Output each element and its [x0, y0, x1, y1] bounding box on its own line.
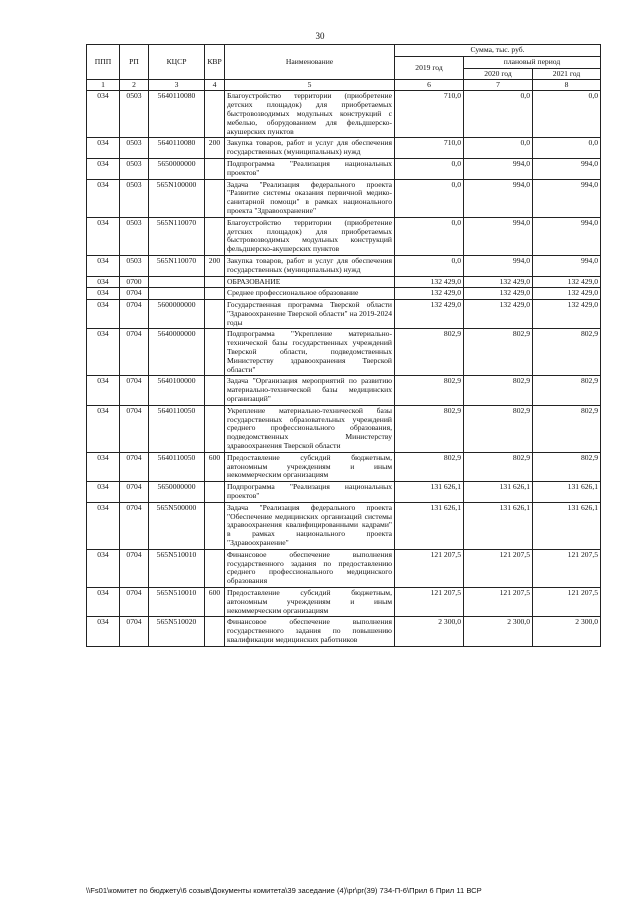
- cell-kcsr: 5650000000: [149, 158, 205, 179]
- header-2021: 2021 год: [533, 68, 601, 80]
- cell-ppp: 034: [87, 588, 120, 617]
- cell-kvr: [205, 300, 225, 329]
- cell-kvr: [205, 158, 225, 179]
- cell-ppp: 034: [87, 452, 120, 481]
- table-row: [87, 255, 601, 276]
- table-row: [87, 300, 601, 329]
- cell-amount-2020: 121 207,5: [464, 549, 533, 587]
- cell-kcsr: 5640110050: [149, 405, 205, 452]
- cell-kcsr: 565N110070: [149, 217, 205, 255]
- cell-kvr: 200: [205, 138, 225, 159]
- cell-kcsr: 5640000000: [149, 329, 205, 376]
- cell-name: Закупка товаров, работ и услуг для обеспечения государственных (муниципальных) нужд: [225, 138, 395, 159]
- cell-ppp: 034: [87, 300, 120, 329]
- column-index-cell: 4: [205, 80, 225, 91]
- cell-ppp: 034: [87, 91, 120, 138]
- cell-amount-2021: 131 626,1: [533, 502, 601, 549]
- cell-amount-2021: 0,0: [533, 138, 601, 159]
- table-row: [87, 179, 601, 217]
- cell-amount-2021: 802,9: [533, 329, 601, 376]
- cell-kvr: [205, 502, 225, 549]
- cell-amount-2019: 131 626,1: [395, 502, 464, 549]
- cell-amount-2020: 802,9: [464, 329, 533, 376]
- cell-ppp: 034: [87, 405, 120, 452]
- cell-amount-2021: 994,0: [533, 158, 601, 179]
- cell-amount-2021: 2 300,0: [533, 617, 601, 646]
- cell-ppp: 034: [87, 549, 120, 587]
- column-index-cell: 3: [149, 80, 205, 91]
- table-row: [87, 588, 601, 617]
- cell-ppp: 034: [87, 329, 120, 376]
- column-index-cell: 6: [395, 80, 464, 91]
- cell-name: Закупка товаров, работ и услуг для обеспечения государственных (муниципальных) нужд: [225, 255, 395, 276]
- cell-name: Государственная программа Тверской области "Здравоохранение Тверской области" на 2019-2024 годы: [225, 300, 395, 329]
- cell-name: Подпрограмма "Реализация национальных проектов": [225, 482, 395, 503]
- cell-amount-2021: 132 429,0: [533, 300, 601, 329]
- header-2019: 2019 год: [395, 56, 464, 80]
- cell-rp: 0503: [120, 91, 149, 138]
- cell-ppp: 034: [87, 276, 120, 288]
- cell-amount-2020: 132 429,0: [464, 300, 533, 329]
- cell-amount-2020: 994,0: [464, 217, 533, 255]
- cell-kcsr: 5640110050: [149, 452, 205, 481]
- cell-ppp: 034: [87, 138, 120, 159]
- cell-name: Благоустройство территории (приобретение детских площадок) для приобретаемых быстровозводимых модульных конструкций фельдшерско-акушерских пунктов: [225, 217, 395, 255]
- header-kvr: КВР: [205, 45, 225, 80]
- cell-ppp: 034: [87, 376, 120, 405]
- cell-rp: 0704: [120, 452, 149, 481]
- header-name: Наименование: [225, 45, 395, 80]
- cell-ppp: 034: [87, 158, 120, 179]
- cell-amount-2019: 0,0: [395, 179, 464, 217]
- cell-rp: 0503: [120, 255, 149, 276]
- cell-kcsr: 5650000000: [149, 482, 205, 503]
- cell-amount-2021: 121 207,5: [533, 588, 601, 617]
- cell-amount-2019: 131 626,1: [395, 482, 464, 503]
- table-row: [87, 452, 601, 481]
- cell-name: Подпрограмма "Реализация национальных проектов": [225, 158, 395, 179]
- cell-amount-2019: 802,9: [395, 452, 464, 481]
- cell-amount-2021: 802,9: [533, 452, 601, 481]
- cell-rp: 0704: [120, 376, 149, 405]
- table-row: [87, 502, 601, 549]
- cell-amount-2020: 802,9: [464, 452, 533, 481]
- header-sum: Сумма, тыс. руб.: [395, 45, 601, 57]
- cell-amount-2019: 0,0: [395, 255, 464, 276]
- cell-ppp: 034: [87, 255, 120, 276]
- cell-amount-2021: 131 626,1: [533, 482, 601, 503]
- table-row: [87, 276, 601, 288]
- header-2020: 2020 год: [464, 68, 533, 80]
- cell-kvr: [205, 376, 225, 405]
- cell-kvr: [205, 617, 225, 646]
- cell-kcsr: 565N100000: [149, 179, 205, 217]
- cell-rp: 0704: [120, 588, 149, 617]
- cell-name: ОБРАЗОВАНИЕ: [225, 276, 395, 288]
- cell-rp: 0704: [120, 300, 149, 329]
- budget-table: [86, 44, 601, 647]
- cell-amount-2019: 2 300,0: [395, 617, 464, 646]
- page-number: 30: [315, 31, 325, 41]
- cell-amount-2021: 802,9: [533, 405, 601, 452]
- cell-amount-2019: 121 207,5: [395, 549, 464, 587]
- cell-amount-2021: 132 429,0: [533, 288, 601, 300]
- table-row: [87, 376, 601, 405]
- cell-amount-2021: 994,0: [533, 179, 601, 217]
- cell-amount-2020: 0,0: [464, 91, 533, 138]
- cell-rp: 0704: [120, 288, 149, 300]
- cell-name: Финансовое обеспечение выполнения государственного задания по предоставлению среднего профессионального медицинского образования: [225, 549, 395, 587]
- cell-kvr: [205, 329, 225, 376]
- column-index-cell: 8: [533, 80, 601, 91]
- cell-rp: 0704: [120, 502, 149, 549]
- table-row: [87, 329, 601, 376]
- header-ppp: ППП: [87, 45, 120, 80]
- cell-kvr: [205, 91, 225, 138]
- table-row: [87, 158, 601, 179]
- cell-kcsr: 565N500000: [149, 502, 205, 549]
- cell-rp: 0704: [120, 482, 149, 503]
- cell-rp: 0503: [120, 138, 149, 159]
- cell-amount-2020: 994,0: [464, 179, 533, 217]
- cell-ppp: 034: [87, 482, 120, 503]
- table-body: [87, 91, 601, 646]
- cell-amount-2020: 802,9: [464, 405, 533, 452]
- column-index-cell: 7: [464, 80, 533, 91]
- cell-amount-2019: 132 429,0: [395, 300, 464, 329]
- column-index-row: [87, 80, 601, 91]
- cell-kcsr: 565N110070: [149, 255, 205, 276]
- cell-amount-2020: 994,0: [464, 255, 533, 276]
- cell-amount-2020: 131 626,1: [464, 502, 533, 549]
- cell-ppp: 034: [87, 217, 120, 255]
- cell-kvr: [205, 405, 225, 452]
- cell-amount-2021: 132 429,0: [533, 276, 601, 288]
- cell-kvr: 200: [205, 255, 225, 276]
- cell-rp: 0503: [120, 217, 149, 255]
- cell-kvr: [205, 288, 225, 300]
- table-row: [87, 217, 601, 255]
- table-row: [87, 482, 601, 503]
- cell-rp: 0704: [120, 405, 149, 452]
- cell-kcsr: 565N510010: [149, 588, 205, 617]
- cell-amount-2019: 802,9: [395, 405, 464, 452]
- cell-kcsr: [149, 288, 205, 300]
- table-row: [87, 288, 601, 300]
- cell-amount-2020: 132 429,0: [464, 288, 533, 300]
- cell-amount-2020: 131 626,1: [464, 482, 533, 503]
- cell-ppp: 034: [87, 179, 120, 217]
- table-row: [87, 617, 601, 646]
- cell-kcsr: 565N510010: [149, 549, 205, 587]
- table-row: [87, 549, 601, 587]
- cell-amount-2020: 0,0: [464, 138, 533, 159]
- cell-name: Благоустройство территории (приобретение детских площадок) для приобретаемых быстровозводимых модульных конструкций с мебелью, оборудованием для фельдшерско-акушерских пунктов: [225, 91, 395, 138]
- table-row: [87, 91, 601, 138]
- column-index-cell: 2: [120, 80, 149, 91]
- cell-amount-2021: 0,0: [533, 91, 601, 138]
- cell-name: Задача "Организация мероприятий по развитию материально-технической базы медицинских организаций": [225, 376, 395, 405]
- cell-kvr: [205, 482, 225, 503]
- cell-kvr: [205, 549, 225, 587]
- cell-kvr: [205, 217, 225, 255]
- cell-rp: 0704: [120, 617, 149, 646]
- cell-kvr: [205, 179, 225, 217]
- header-planning-period: плановый период: [464, 56, 601, 68]
- cell-amount-2019: 710,0: [395, 91, 464, 138]
- cell-amount-2019: 132 429,0: [395, 288, 464, 300]
- cell-name: Укрепление материально-технической базы государственных образовательных учреждений среднего профессионального образования, подведомственных Министерству здравоохранения Тверской области: [225, 405, 395, 452]
- column-index-cell: 5: [225, 80, 395, 91]
- cell-amount-2020: 802,9: [464, 376, 533, 405]
- cell-ppp: 034: [87, 502, 120, 549]
- cell-name: Финансовое обеспечение выполнения государственного задания по повышению квалификации медицинских работников: [225, 617, 395, 646]
- cell-ppp: 034: [87, 617, 120, 646]
- cell-amount-2019: 121 207,5: [395, 588, 464, 617]
- cell-amount-2021: 994,0: [533, 217, 601, 255]
- cell-amount-2019: 0,0: [395, 158, 464, 179]
- cell-rp: 0503: [120, 158, 149, 179]
- cell-amount-2019: 132 429,0: [395, 276, 464, 288]
- cell-amount-2019: 802,9: [395, 329, 464, 376]
- cell-amount-2019: 802,9: [395, 376, 464, 405]
- footer-file-path: \\Fs01\комитет по бюджету\6 созыв\Документы комитета\39 заседание (4)\pr\pr(39) 734-П-6\Прил 6 Прил 11 ВСР: [86, 886, 482, 895]
- cell-amount-2021: 802,9: [533, 376, 601, 405]
- cell-name: Предоставление субсидий бюджетным, автономным учреждениям и иным некоммерческим организациям: [225, 588, 395, 617]
- cell-amount-2020: 2 300,0: [464, 617, 533, 646]
- cell-kcsr: 5640110080: [149, 138, 205, 159]
- cell-name: Задача "Реализация федерального проекта "Развитие системы оказания первичной медико-санитарной помощи" в рамках национального проекта "Здравоохранение": [225, 179, 395, 217]
- cell-name: Подпрограмма "Укрепление материально-технической базы государственных учреждений Тверской области, подведомственных Министерству здравоохранения Тверской области": [225, 329, 395, 376]
- column-index-cell: 1: [87, 80, 120, 91]
- cell-amount-2019: 710,0: [395, 138, 464, 159]
- table-row: [87, 138, 601, 159]
- header-rp: РП: [120, 45, 149, 80]
- header-kcsr: КЦСР: [149, 45, 205, 80]
- cell-amount-2020: 132 429,0: [464, 276, 533, 288]
- cell-ppp: 034: [87, 288, 120, 300]
- cell-kcsr: 5640100000: [149, 376, 205, 405]
- cell-name: Среднее профессиональное образование: [225, 288, 395, 300]
- cell-amount-2020: 994,0: [464, 158, 533, 179]
- cell-amount-2020: 121 207,5: [464, 588, 533, 617]
- cell-kcsr: 565N510020: [149, 617, 205, 646]
- cell-amount-2021: 994,0: [533, 255, 601, 276]
- table-row: [87, 405, 601, 452]
- cell-rp: 0503: [120, 179, 149, 217]
- cell-kvr: [205, 276, 225, 288]
- cell-rp: 0704: [120, 329, 149, 376]
- cell-rp: 0700: [120, 276, 149, 288]
- cell-name: Задача "Реализация федерального проекта "Обеспечение медицинских организаций системы здравоохранения квалифицированными кадрами" в рамках национального проекта "Здравоохранение": [225, 502, 395, 549]
- cell-kvr: 600: [205, 452, 225, 481]
- cell-amount-2021: 121 207,5: [533, 549, 601, 587]
- cell-rp: 0704: [120, 549, 149, 587]
- cell-kvr: 600: [205, 588, 225, 617]
- cell-kcsr: 5640110080: [149, 91, 205, 138]
- cell-amount-2019: 0,0: [395, 217, 464, 255]
- cell-name: Предоставление субсидий бюджетным, автономным учреждениям и иным некоммерческим организациям: [225, 452, 395, 481]
- cell-kcsr: 5600000000: [149, 300, 205, 329]
- cell-kcsr: [149, 276, 205, 288]
